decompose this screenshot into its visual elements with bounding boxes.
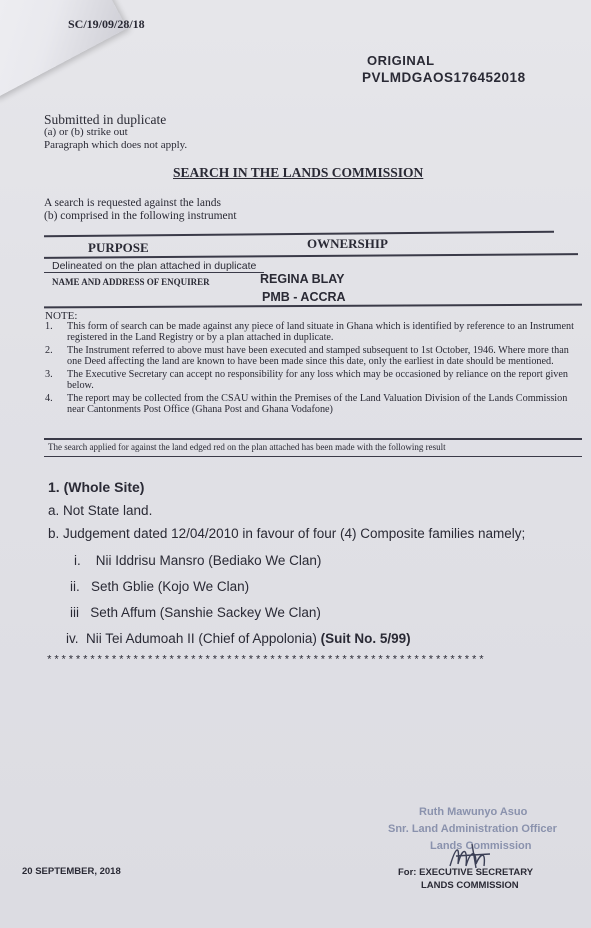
note-text: This form of search can be made against any piece of land situate in Ghana which is identified by reference to an Instrument registered in the Land Registry or by a plan attached in duplicate. <box>67 321 574 344</box>
submitted-text: Submitted in duplicate <box>44 112 167 127</box>
issue-date: 20 SEPTEMBER, 2018 <box>22 866 121 877</box>
family-number: iii <box>70 605 79 620</box>
note-item <box>45 369 585 391</box>
family-number: ii. <box>70 579 80 594</box>
finding-a: a. Not State land. <box>48 503 153 518</box>
paragraph-note: Paragraph which does not apply. <box>44 139 188 151</box>
folded-corner <box>0 0 127 99</box>
family-item <box>66 631 411 646</box>
file-reference: SC/19/09/28/18 <box>68 17 145 31</box>
form-title: SEARCH IN THE LANDS COMMISSION <box>173 165 424 180</box>
note-number: 2. <box>45 344 53 356</box>
notes-list <box>45 321 585 417</box>
family-text: Seth Gblie (Kojo We Clan) <box>91 579 250 594</box>
family-number: i. <box>74 553 81 568</box>
lands-commission-footer: LANDS COMMISSION <box>421 880 519 891</box>
rule <box>44 438 582 440</box>
delineated-text: Delineated on the plan attached in duplicate <box>52 260 257 272</box>
finding-b: b. Judgement dated 12/04/2010 in favour of four (4) Composite families namely; <box>48 526 526 541</box>
rule <box>44 231 554 237</box>
note-item <box>45 345 585 367</box>
finding-heading: 1. (Whole Site) <box>48 479 145 495</box>
strike-out-text: (a) or (b) strike out <box>44 126 128 138</box>
family-item <box>70 605 321 620</box>
note-item <box>45 321 585 343</box>
for-executive-secretary: For: EXECUTIVE SECRETARY <box>398 867 534 878</box>
result-intro: The search applied for against the land edged red on the plan attached has been made with the following result <box>48 442 446 452</box>
rule <box>44 304 582 308</box>
signatory-title: Snr. Land Administration Officer <box>388 823 557 835</box>
note-text: The Executive Secretary can accept no responsibility for any loss which may be occasioned by reliance on the report given below. <box>67 368 568 392</box>
enquirer-address: PMB - ACCRA <box>262 290 346 304</box>
family-item <box>70 579 249 594</box>
ownership-label: OWNERSHIP <box>307 236 388 251</box>
suit-number: (Suit No. 5/99) <box>320 631 411 646</box>
copy-type: ORIGINAL <box>367 53 435 68</box>
signatory-name: Ruth Mawunyo Asuo <box>419 806 528 818</box>
purpose-label: PURPOSE <box>88 240 149 255</box>
family-text: Nii Iddrisu Mansro (Bediako We Clan) <box>95 553 322 568</box>
family-number: iv. <box>66 631 79 646</box>
note-number: 4. <box>45 392 53 404</box>
enquirer-name: REGINA BLAY <box>260 272 345 286</box>
note-number: 3. <box>45 368 53 380</box>
separator-stars: ************************************************************* <box>46 655 486 667</box>
note-text: The Instrument referred to above must have been executed and stamped subsequent to 1st October, 1946. Where more than one Deed affecting the land are known to have been made since this date, only the earliest in date should be mentioned. <box>67 344 569 368</box>
request-line-b: (b) comprised in the following instrument <box>44 210 237 222</box>
family-text: Seth Affum (Sanshie Sackey We Clan) <box>90 605 321 620</box>
note-item <box>45 393 585 415</box>
rule <box>44 456 582 457</box>
name-address-label: NAME AND ADDRESS OF ENQUIRER <box>52 277 210 287</box>
note-label: NOTE: <box>45 310 78 322</box>
serial-number: PVLMDGAOS176452018 <box>362 70 526 85</box>
note-text: The report may be collected from the CSAU within the Premises of the Land Valuation Division of the Lands Commission near Cantonments Post Office (Ghana Post and Ghana Vodafone) <box>67 392 568 415</box>
family-text: Nii Tei Adumoah II (Chief of Appolonia) <box>86 631 321 646</box>
request-line-a: A search is requested against the lands <box>44 197 221 209</box>
rule <box>44 272 264 273</box>
note-number: 1. <box>45 321 53 332</box>
family-item <box>74 553 321 568</box>
signatory-org: Lands Commission <box>430 840 532 852</box>
